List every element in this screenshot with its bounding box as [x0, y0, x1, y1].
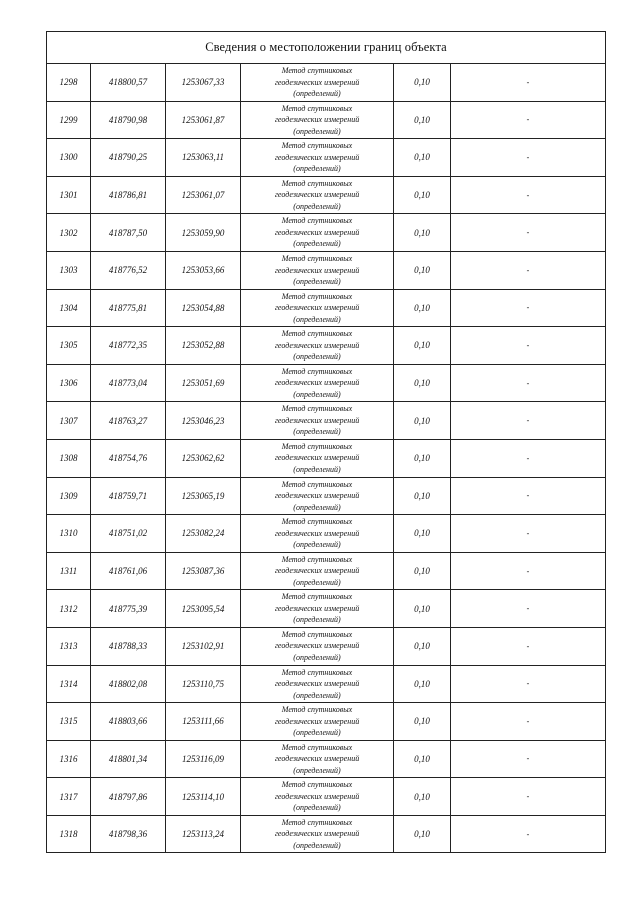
point-number-cell: 1315 [47, 703, 91, 741]
method-cell [241, 515, 394, 553]
table-row [47, 251, 606, 289]
y-coordinate-cell: 1253053,66 [166, 251, 241, 289]
point-number-cell: 1311 [47, 552, 91, 590]
note-cell: - [451, 778, 606, 816]
note-cell: - [451, 515, 606, 553]
table-row [47, 64, 606, 102]
method-cell [241, 665, 394, 703]
method-line: (определений) [293, 277, 341, 287]
point-number-cell: 1300 [47, 139, 91, 177]
note-cell: - [451, 552, 606, 590]
method-line: геодезических измерений [274, 77, 360, 87]
note-cell: - [451, 64, 606, 102]
method-line: геодезических измерений [274, 453, 360, 463]
method-line: геодезических измерений [274, 152, 360, 162]
x-coordinate-cell: 418801,34 [91, 740, 166, 778]
accuracy-cell: 0,10 [394, 665, 451, 703]
accuracy-cell: 0,10 [394, 515, 451, 553]
x-coordinate-cell: 418800,57 [91, 64, 166, 102]
table-body [47, 64, 606, 853]
method-cell [241, 778, 394, 816]
method-cell [241, 139, 394, 177]
accuracy-cell: 0,10 [394, 139, 451, 177]
method-line: Метод спутниковых [281, 254, 353, 264]
method-cell [241, 402, 394, 440]
point-number-cell: 1308 [47, 439, 91, 477]
method-cell [241, 364, 394, 402]
accuracy-cell: 0,10 [394, 64, 451, 102]
note-cell: - [451, 214, 606, 252]
table-row [47, 214, 606, 252]
table-row [47, 703, 606, 741]
point-number-cell: 1302 [47, 214, 91, 252]
method-line: Метод спутниковых [281, 329, 353, 339]
method-cell [241, 439, 394, 477]
accuracy-cell: 0,10 [394, 439, 451, 477]
method-line: Метод спутниковых [281, 554, 353, 564]
x-coordinate-cell: 418776,52 [91, 251, 166, 289]
method-line: (определений) [293, 765, 341, 775]
table-row [47, 477, 606, 515]
method-line: Метод спутниковых [281, 742, 353, 752]
method-line: геодезических измерений [274, 528, 360, 538]
method-line: геодезических измерений [274, 190, 360, 200]
table-row [47, 552, 606, 590]
accuracy-cell: 0,10 [394, 251, 451, 289]
y-coordinate-cell: 1253063,11 [166, 139, 241, 177]
note-cell: - [451, 402, 606, 440]
point-number-cell: 1314 [47, 665, 91, 703]
accuracy-cell: 0,10 [394, 402, 451, 440]
accuracy-cell: 0,10 [394, 590, 451, 628]
y-coordinate-cell: 1253113,24 [166, 815, 241, 853]
note-cell: - [451, 627, 606, 665]
method-line: Метод спутниковых [281, 103, 353, 113]
y-coordinate-cell: 1253111,66 [166, 703, 241, 741]
x-coordinate-cell: 418788,33 [91, 627, 166, 665]
note-cell: - [451, 364, 606, 402]
method-line: Метод спутниковых [281, 291, 353, 301]
y-coordinate-cell: 1253087,36 [166, 552, 241, 590]
table-title: Сведения о местоположении границ объекта [47, 32, 606, 64]
method-line: Метод спутниковых [281, 667, 353, 677]
y-coordinate-cell: 1253052,88 [166, 327, 241, 365]
y-coordinate-cell: 1253061,87 [166, 101, 241, 139]
method-line: (определений) [293, 464, 341, 474]
method-cell [241, 64, 394, 102]
point-number-cell: 1305 [47, 327, 91, 365]
point-number-cell: 1318 [47, 815, 91, 853]
point-number-cell: 1304 [47, 289, 91, 327]
table-row [47, 327, 606, 365]
method-line: Метод спутниковых [281, 66, 353, 76]
method-line: (определений) [293, 803, 341, 813]
x-coordinate-cell: 418772,35 [91, 327, 166, 365]
table-row [47, 778, 606, 816]
table-row [47, 439, 606, 477]
point-number-cell: 1310 [47, 515, 91, 553]
method-line: Метод спутниковых [281, 178, 353, 188]
table-row [47, 364, 606, 402]
accuracy-cell: 0,10 [394, 214, 451, 252]
method-line: геодезических измерений [274, 415, 360, 425]
note-cell: - [451, 815, 606, 853]
method-line: (определений) [293, 652, 341, 662]
y-coordinate-cell: 1253082,24 [166, 515, 241, 553]
method-line: геодезических измерений [274, 491, 360, 501]
note-cell: - [451, 289, 606, 327]
y-coordinate-cell: 1253046,23 [166, 402, 241, 440]
method-line: Метод спутниковых [281, 216, 353, 226]
accuracy-cell: 0,10 [394, 477, 451, 515]
method-cell [241, 552, 394, 590]
method-line: (определений) [293, 615, 341, 625]
method-cell [241, 327, 394, 365]
method-line: Метод спутниковых [281, 817, 353, 827]
method-line: геодезических измерений [274, 603, 360, 613]
table-row [47, 590, 606, 628]
table-row [47, 515, 606, 553]
method-line: геодезических измерений [274, 716, 360, 726]
method-line: (определений) [293, 840, 341, 850]
point-number-cell: 1316 [47, 740, 91, 778]
table-row [47, 815, 606, 853]
x-coordinate-cell: 418763,27 [91, 402, 166, 440]
x-coordinate-cell: 418761,06 [91, 552, 166, 590]
method-line: Метод спутниковых [281, 479, 353, 489]
point-number-cell: 1303 [47, 251, 91, 289]
method-line: (определений) [293, 201, 341, 211]
x-coordinate-cell: 418773,04 [91, 364, 166, 402]
y-coordinate-cell: 1253102,91 [166, 627, 241, 665]
table-row [47, 176, 606, 214]
method-line: (определений) [293, 389, 341, 399]
accuracy-cell: 0,10 [394, 364, 451, 402]
method-line: геодезических измерений [274, 265, 360, 275]
method-line: геодезических измерений [274, 791, 360, 801]
note-cell: - [451, 327, 606, 365]
table-row [47, 402, 606, 440]
point-number-cell: 1301 [47, 176, 91, 214]
y-coordinate-cell: 1253116,09 [166, 740, 241, 778]
note-cell: - [451, 251, 606, 289]
x-coordinate-cell: 418759,71 [91, 477, 166, 515]
y-coordinate-cell: 1253114,10 [166, 778, 241, 816]
method-line: (определений) [293, 502, 341, 512]
method-line: Метод спутниковых [281, 517, 353, 527]
y-coordinate-cell: 1253062,62 [166, 439, 241, 477]
note-cell: - [451, 665, 606, 703]
x-coordinate-cell: 418798,36 [91, 815, 166, 853]
method-line: геодезических измерений [274, 378, 360, 388]
table-row [47, 665, 606, 703]
method-cell [241, 815, 394, 853]
point-number-cell: 1306 [47, 364, 91, 402]
method-line: (определений) [293, 352, 341, 362]
accuracy-cell: 0,10 [394, 703, 451, 741]
x-coordinate-cell: 418790,98 [91, 101, 166, 139]
x-coordinate-cell: 418802,08 [91, 665, 166, 703]
x-coordinate-cell: 418786,81 [91, 176, 166, 214]
accuracy-cell: 0,10 [394, 552, 451, 590]
accuracy-cell: 0,10 [394, 176, 451, 214]
x-coordinate-cell: 418797,86 [91, 778, 166, 816]
accuracy-cell: 0,10 [394, 327, 451, 365]
method-line: (определений) [293, 239, 341, 249]
y-coordinate-cell: 1253059,90 [166, 214, 241, 252]
accuracy-cell: 0,10 [394, 289, 451, 327]
method-line: (определений) [293, 89, 341, 99]
method-cell [241, 289, 394, 327]
method-cell [241, 740, 394, 778]
method-line: Метод спутниковых [281, 141, 353, 151]
note-cell: - [451, 740, 606, 778]
method-line: Метод спутниковых [281, 705, 353, 715]
point-number-cell: 1312 [47, 590, 91, 628]
method-line: (определений) [293, 577, 341, 587]
method-line: (определений) [293, 427, 341, 437]
point-number-cell: 1298 [47, 64, 91, 102]
y-coordinate-cell: 1253061,07 [166, 176, 241, 214]
method-line: геодезических измерений [274, 679, 360, 689]
x-coordinate-cell: 418775,39 [91, 590, 166, 628]
x-coordinate-cell: 418790,25 [91, 139, 166, 177]
method-line: геодезических измерений [274, 227, 360, 237]
point-number-cell: 1317 [47, 778, 91, 816]
accuracy-cell: 0,10 [394, 627, 451, 665]
y-coordinate-cell: 1253110,75 [166, 665, 241, 703]
method-line: (определений) [293, 126, 341, 136]
note-cell: - [451, 176, 606, 214]
method-line: (определений) [293, 314, 341, 324]
method-line: геодезических измерений [274, 754, 360, 764]
method-cell [241, 703, 394, 741]
table-row [47, 139, 606, 177]
note-cell: - [451, 139, 606, 177]
boundary-coordinates-table [46, 31, 606, 853]
y-coordinate-cell: 1253095,54 [166, 590, 241, 628]
method-cell [241, 101, 394, 139]
y-coordinate-cell: 1253065,19 [166, 477, 241, 515]
table-row [47, 740, 606, 778]
table-row [47, 627, 606, 665]
method-line: Метод спутниковых [281, 592, 353, 602]
method-cell [241, 477, 394, 515]
method-line: геодезических измерений [274, 340, 360, 350]
x-coordinate-cell: 418754,76 [91, 439, 166, 477]
method-cell [241, 214, 394, 252]
method-line: Метод спутниковых [281, 404, 353, 414]
method-line: (определений) [293, 690, 341, 700]
method-line: Метод спутниковых [281, 780, 353, 790]
method-line: (определений) [293, 540, 341, 550]
y-coordinate-cell: 1253067,33 [166, 64, 241, 102]
method-line: Метод спутниковых [281, 366, 353, 376]
method-line: (определений) [293, 164, 341, 174]
method-line: геодезических измерений [274, 566, 360, 576]
method-line: (определений) [293, 728, 341, 738]
point-number-cell: 1299 [47, 101, 91, 139]
y-coordinate-cell: 1253054,88 [166, 289, 241, 327]
accuracy-cell: 0,10 [394, 740, 451, 778]
x-coordinate-cell: 418751,02 [91, 515, 166, 553]
note-cell: - [451, 439, 606, 477]
method-line: Метод спутниковых [281, 629, 353, 639]
x-coordinate-cell: 418803,66 [91, 703, 166, 741]
point-number-cell: 1309 [47, 477, 91, 515]
note-cell: - [451, 590, 606, 628]
method-cell [241, 627, 394, 665]
method-line: геодезических измерений [274, 303, 360, 313]
note-cell: - [451, 101, 606, 139]
y-coordinate-cell: 1253051,69 [166, 364, 241, 402]
method-cell [241, 176, 394, 214]
accuracy-cell: 0,10 [394, 815, 451, 853]
note-cell: - [451, 703, 606, 741]
table-row [47, 289, 606, 327]
note-cell: - [451, 477, 606, 515]
point-number-cell: 1313 [47, 627, 91, 665]
method-line: геодезических измерений [274, 115, 360, 125]
table-title-row [47, 32, 606, 64]
method-line: Метод спутниковых [281, 441, 353, 451]
accuracy-cell: 0,10 [394, 778, 451, 816]
table-row [47, 101, 606, 139]
method-line: геодезических измерений [274, 829, 360, 839]
x-coordinate-cell: 418775,81 [91, 289, 166, 327]
method-cell [241, 251, 394, 289]
method-cell [241, 590, 394, 628]
method-line: геодезических измерений [274, 641, 360, 651]
accuracy-cell: 0,10 [394, 101, 451, 139]
point-number-cell: 1307 [47, 402, 91, 440]
x-coordinate-cell: 418787,50 [91, 214, 166, 252]
